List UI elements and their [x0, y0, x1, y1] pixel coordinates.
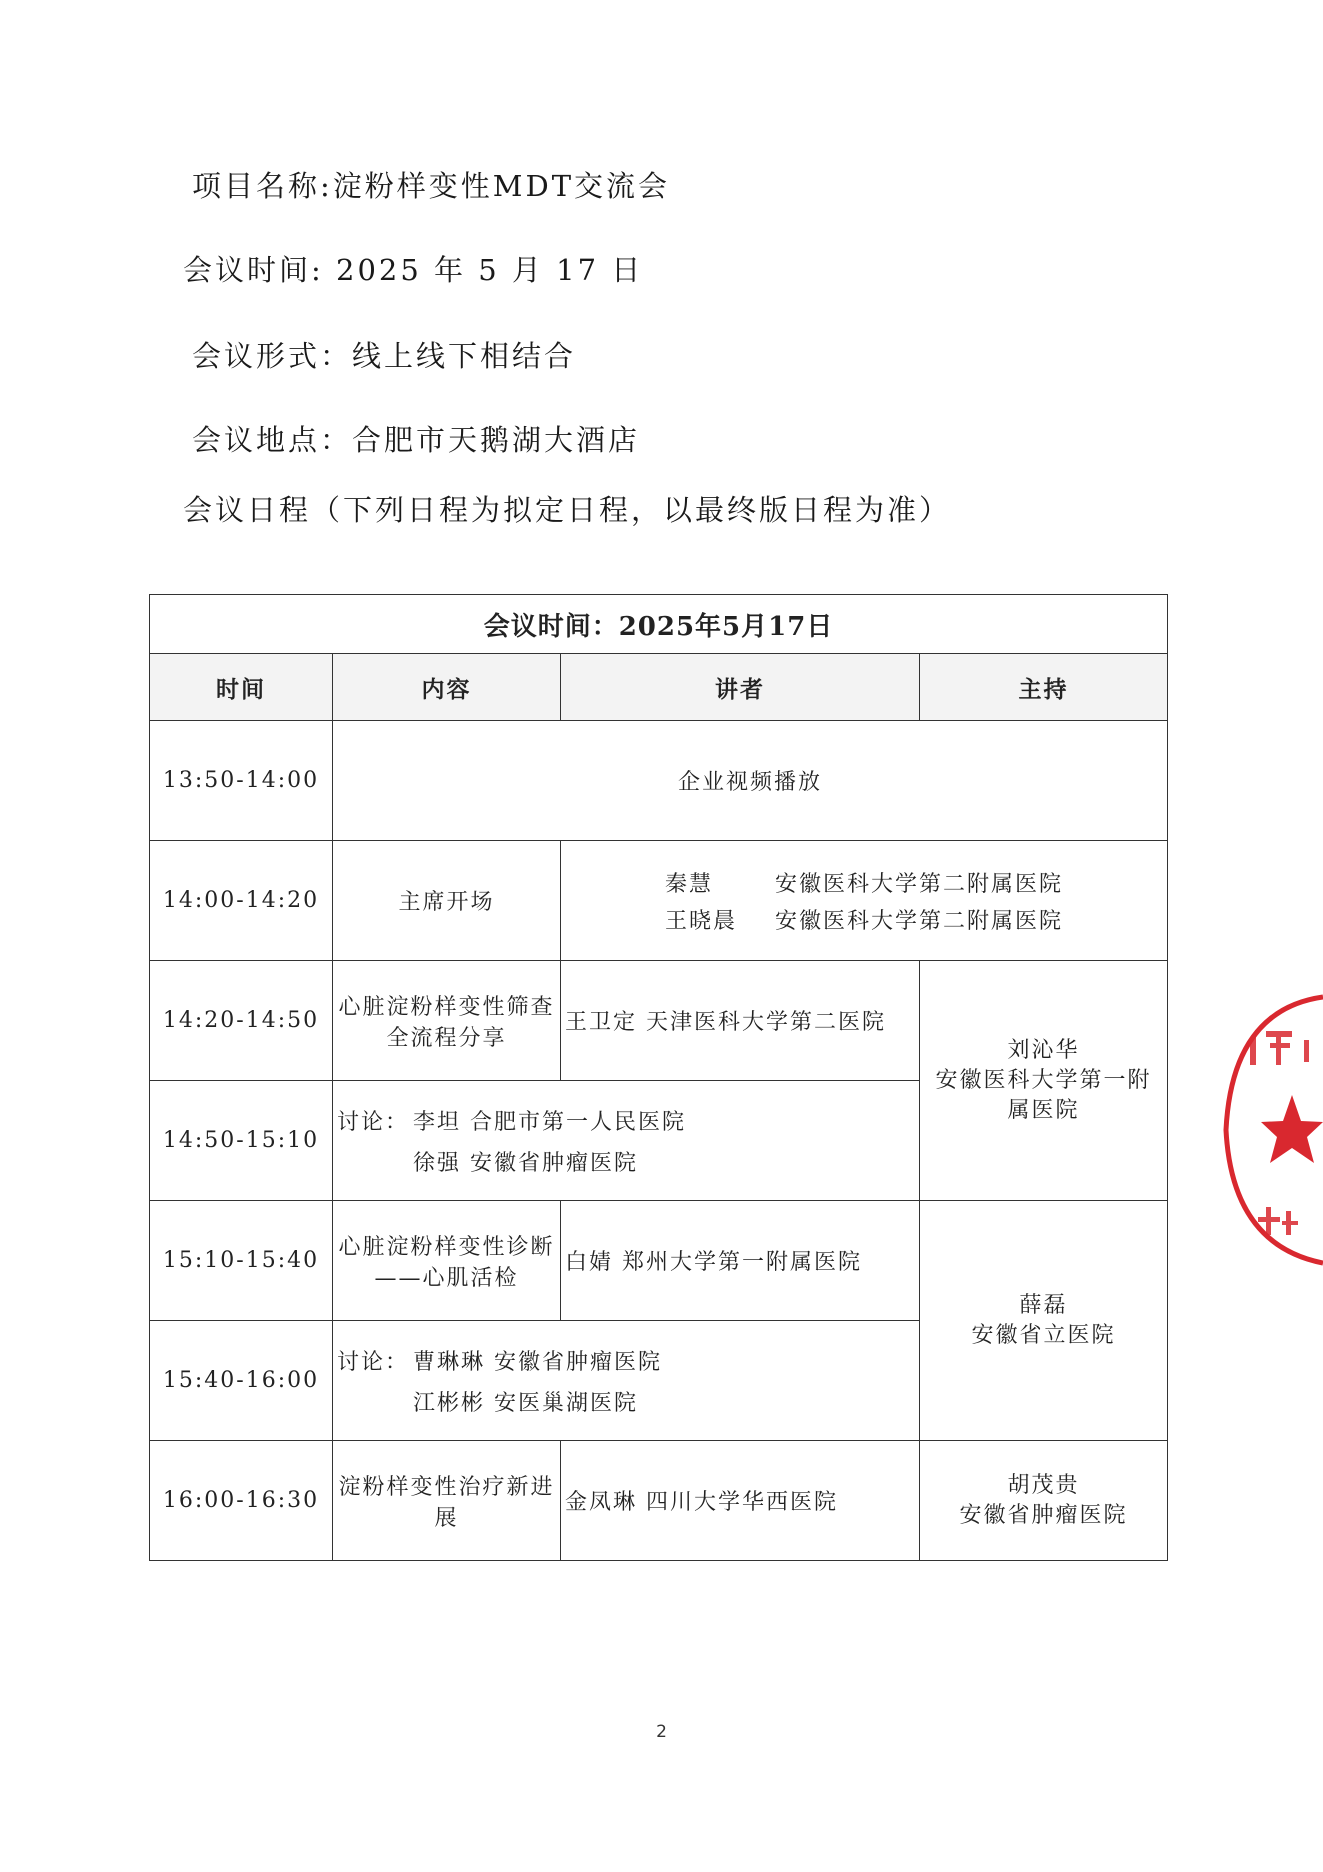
discussant: 徐强 安徽省肿瘤医院	[413, 1150, 638, 1176]
table-row	[150, 961, 1168, 1081]
row-speaker: 王卫定 天津医科大学第二医院	[561, 961, 920, 1081]
table-row	[150, 1201, 1168, 1321]
row-speaker: 金凤琳 四川大学华西医院	[561, 1441, 920, 1561]
row-time: 14:20-14:50	[150, 961, 333, 1081]
host-name: 刘沁华	[1007, 1037, 1080, 1063]
speaker-name: 王晓晨	[665, 908, 738, 934]
meeting-location-line: 会议地点：合肥市天鹅湖大酒店	[192, 423, 641, 457]
table-header-row	[150, 654, 1168, 721]
row-speaker: 白婧 郑州大学第一附属医院	[561, 1201, 920, 1321]
table-title: 会议时间：2025年5月17日	[150, 595, 1168, 654]
row-content: 淀粉样变性治疗新进展	[333, 1441, 561, 1561]
host-cell	[920, 1441, 1168, 1561]
row-speakers	[561, 841, 1168, 961]
host-cell	[920, 961, 1168, 1201]
table-row	[150, 721, 1168, 841]
row-content: 心脏淀粉样变性筛查全流程分享	[333, 961, 561, 1081]
host-name: 胡茂贵	[1007, 1472, 1080, 1498]
table-title-row	[150, 595, 1168, 654]
project-name-line: 项目名称:淀粉样变性MDT交流会	[192, 169, 671, 203]
row-time: 14:00-14:20	[150, 841, 333, 961]
schedule-note-line: 会议日程（下列日程为拟定日程，以最终版日程为准）	[183, 493, 952, 527]
page-number: 2	[656, 1722, 667, 1742]
host-name: 薛磊	[1019, 1292, 1068, 1318]
row-discussion	[333, 1081, 920, 1201]
host-org: 安徽省肿瘤医院	[959, 1502, 1128, 1528]
table-row	[150, 1441, 1168, 1561]
row-time: 13:50-14:00	[150, 721, 333, 841]
host-org: 安徽省立医院	[971, 1322, 1116, 1348]
row-content: 主席开场	[333, 841, 561, 961]
speaker-org: 安徽医科大学第二附属医院	[775, 908, 1064, 934]
host-cell	[920, 1201, 1168, 1441]
row-discussion	[333, 1321, 920, 1441]
speaker-name: 秦慧	[665, 871, 714, 897]
meeting-time-line: 会议时间: 2025 年 5 月 17 日	[183, 253, 644, 287]
meeting-format-line: 会议形式：线上线下相结合	[192, 339, 577, 373]
discussion-label: 讨论：	[337, 1109, 410, 1135]
col-header-host: 主持	[920, 654, 1168, 721]
col-header-content: 内容	[333, 654, 561, 721]
row-time: 16:00-16:30	[150, 1441, 333, 1561]
discussion-label: 讨论：	[337, 1349, 410, 1375]
col-header-speaker: 讲者	[561, 654, 920, 721]
schedule-table	[149, 594, 1168, 1561]
host-org: 安徽医科大学第一附属医院	[935, 1067, 1152, 1123]
discussant: 曹琳琳 安徽省肿瘤医院	[413, 1349, 662, 1375]
row-content: 心脏淀粉样变性诊断——心肌活检	[333, 1201, 561, 1321]
speaker-org: 安徽医科大学第二附属医院	[775, 871, 1064, 897]
col-header-time: 时间	[150, 654, 333, 721]
row-content: 企业视频播放	[333, 721, 1168, 841]
discussant: 江彬彬 安医巢湖医院	[413, 1390, 638, 1416]
red-star-seal-icon	[1222, 985, 1323, 1275]
row-time: 14:50-15:10	[150, 1081, 333, 1201]
table-row	[150, 841, 1168, 961]
row-time: 15:40-16:00	[150, 1321, 333, 1441]
discussant: 李坦 合肥市第一人民医院	[413, 1109, 686, 1135]
row-time: 15:10-15:40	[150, 1201, 333, 1321]
